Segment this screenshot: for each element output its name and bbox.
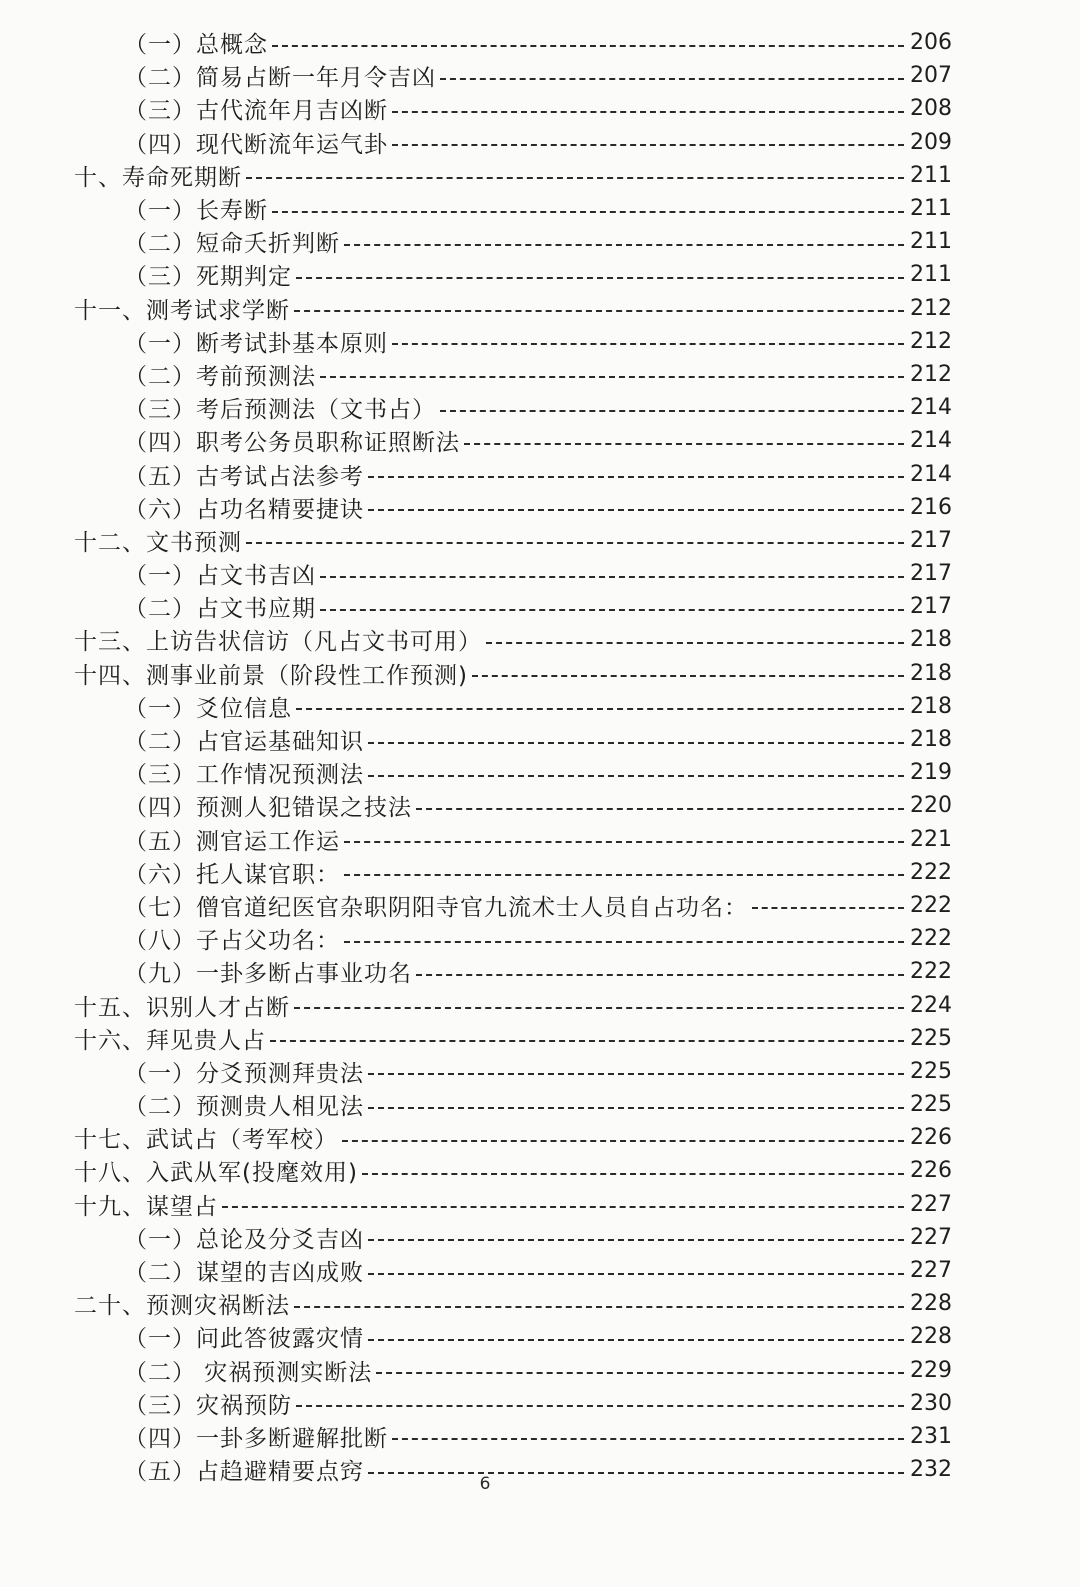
- toc-entry-page: 226: [910, 1158, 952, 1184]
- toc-dotted-leader: [368, 775, 904, 777]
- toc-section-entry: [0, 823, 1080, 856]
- toc-entry-title: （一）爻位信息: [124, 695, 292, 722]
- toc-dotted-leader: [294, 1007, 904, 1009]
- toc-dotted-leader: [464, 443, 904, 445]
- toc-entry-title: （三）考后预测法（文书占）: [124, 397, 436, 424]
- toc-entry-title: （一）长寿断: [124, 198, 268, 225]
- toc-dotted-leader: [368, 1273, 904, 1275]
- toc-entry-title: （一）总概念: [124, 32, 268, 59]
- toc-entry-title: （二）考前预测法: [124, 363, 316, 390]
- toc-entry-page: 232: [910, 1457, 952, 1483]
- toc-dotted-leader: [246, 177, 904, 179]
- toc-section-entry: [0, 424, 1080, 457]
- toc-entry-page: 221: [910, 826, 952, 852]
- toc-entry-title: 十一、测考试求学断: [74, 297, 290, 324]
- toc-entry-title: 十九、谋望占: [74, 1193, 218, 1220]
- toc-entry-page: 216: [910, 494, 952, 520]
- toc-section-entry: [0, 258, 1080, 291]
- toc-entry-page: 225: [910, 1058, 952, 1084]
- toc-entry-title: （四）一卦多断避解批断: [124, 1425, 388, 1452]
- toc-section-entry: [0, 1088, 1080, 1121]
- toc-chapter-entry: [0, 657, 1080, 690]
- toc-entry-title: （六）占功名精要捷诀: [124, 496, 364, 523]
- toc-entry-title: （二）谋望的吉凶成败: [124, 1260, 364, 1287]
- toc-entry-page: 218: [910, 660, 952, 686]
- toc-dotted-leader: [294, 310, 904, 312]
- toc-entry-title: （二）预测贵人相见法: [124, 1094, 364, 1121]
- toc-dotted-leader: [368, 509, 904, 511]
- toc-dotted-leader: [440, 78, 904, 80]
- toc-entry-page: 230: [910, 1390, 952, 1416]
- toc-entry-title: （四）预测人犯错误之技法: [124, 795, 412, 822]
- toc-entry-page: 207: [910, 63, 952, 89]
- toc-entry-page: 211: [910, 229, 952, 255]
- toc-entry-title: （六）托人谋官职：: [124, 861, 340, 888]
- toc-entry-title: （八）子占父功名：: [124, 928, 340, 955]
- toc-entry-title: （一）占文书吉凶: [124, 563, 316, 590]
- toc-entry-page: 217: [910, 561, 952, 587]
- toc-dotted-leader: [376, 1372, 904, 1374]
- toc-chapter-entry: [0, 292, 1080, 325]
- toc-section-entry: [0, 457, 1080, 490]
- toc-chapter-entry: [0, 1121, 1080, 1154]
- toc-entry-page: 212: [910, 328, 952, 354]
- toc-dotted-leader: [472, 675, 904, 677]
- toc-entry-title: （九）一卦多断占事业功名: [124, 961, 412, 988]
- toc-section-entry: [0, 756, 1080, 789]
- toc-dotted-leader: [344, 941, 904, 943]
- toc-dotted-leader: [392, 343, 904, 345]
- toc-entry-title: （五）古考试占法参考: [124, 463, 364, 490]
- toc-entry-title: （一）断考试卦基本原则: [124, 330, 388, 357]
- toc-entry-title: 十八、入武从军(投麾效用): [74, 1160, 358, 1187]
- toc-section-entry: [0, 391, 1080, 424]
- toc-entry-page: 226: [910, 1125, 952, 1151]
- toc-entry-page: 225: [910, 1025, 952, 1051]
- toc-entry-title: 十、寿命死期断: [74, 164, 242, 191]
- toc-dotted-leader: [416, 808, 904, 810]
- toc-entry-page: 217: [910, 527, 952, 553]
- toc-dotted-leader: [246, 542, 904, 544]
- toc-dotted-leader: [368, 742, 904, 744]
- toc-dotted-leader: [344, 244, 904, 246]
- toc-entry-page: 206: [910, 30, 952, 56]
- toc-entry-title: 十七、武试占（考军校）: [74, 1127, 338, 1154]
- toc-dotted-leader: [272, 45, 904, 47]
- toc-entry-page: 218: [910, 727, 952, 753]
- toc-section-entry: [0, 1387, 1080, 1420]
- toc-dotted-leader: [294, 1306, 904, 1308]
- toc-section-entry: [0, 1254, 1080, 1287]
- toc-dotted-leader: [320, 576, 904, 578]
- toc-chapter-entry: [0, 1154, 1080, 1187]
- toc-entry-page: 227: [910, 1258, 952, 1284]
- page-number: 6: [479, 1474, 491, 1494]
- toc-entry-title: 十四、测事业前景（阶段性工作预测): [74, 662, 468, 689]
- toc-section-entry: [0, 1420, 1080, 1453]
- toc-section-entry: [0, 491, 1080, 524]
- toc-dotted-leader: [752, 907, 904, 909]
- toc-section-entry: [0, 1354, 1080, 1387]
- toc-entry-page: 211: [910, 162, 952, 188]
- toc-section-entry: [0, 889, 1080, 922]
- toc-entry-title: （三）古代流年月吉凶断: [124, 98, 388, 125]
- toc-entry-title: 十五、识别人才占断: [74, 994, 290, 1021]
- toc-entry-page: 220: [910, 793, 952, 819]
- toc-section-entry: [0, 358, 1080, 391]
- toc-entry-page: 224: [910, 992, 952, 1018]
- toc-dotted-leader: [368, 1339, 904, 1341]
- toc-dotted-leader: [342, 1140, 904, 1142]
- toc-section-entry: [0, 1055, 1080, 1088]
- toc-section-entry: [0, 789, 1080, 822]
- toc-dotted-leader: [392, 144, 904, 146]
- toc-entry-page: 227: [910, 1191, 952, 1217]
- toc-entry-title: 十二、文书预测: [74, 529, 242, 556]
- toc-section-entry: [0, 325, 1080, 358]
- toc-entry-page: 228: [910, 1324, 952, 1350]
- toc-dotted-leader: [270, 1040, 904, 1042]
- toc-entry-page: 214: [910, 461, 952, 487]
- toc-dotted-leader: [368, 1073, 904, 1075]
- toc-section-entry: [0, 590, 1080, 623]
- toc-entry-title: 二十、预测灾祸断法: [74, 1293, 290, 1320]
- toc-section-entry: [0, 723, 1080, 756]
- toc-entry-page: 222: [910, 892, 952, 918]
- toc-chapter-entry: [0, 623, 1080, 656]
- toc-entry-page: 228: [910, 1291, 952, 1317]
- toc-entry-title: （三）死期判定: [124, 264, 292, 291]
- toc-entry-title: （四）职考公务员职称证照断法: [124, 430, 460, 457]
- toc-entry-title: （五）测官运工作运: [124, 828, 340, 855]
- toc-entry-title: （三）灾祸预防: [124, 1392, 292, 1419]
- toc-entry-page: 218: [910, 627, 952, 653]
- toc-dotted-leader: [344, 841, 904, 843]
- toc-entry-title: （一）问此答彼露灾情: [124, 1326, 364, 1353]
- toc-entry-page: 217: [910, 594, 952, 620]
- toc-entry-page: 211: [910, 196, 952, 222]
- table-of-contents: [0, 26, 1080, 1486]
- toc-section-entry: [0, 192, 1080, 225]
- toc-section-entry: [0, 225, 1080, 258]
- toc-section-entry: [0, 1221, 1080, 1254]
- toc-dotted-leader: [392, 111, 904, 113]
- toc-dotted-leader: [392, 1438, 904, 1440]
- toc-section-entry: [0, 922, 1080, 955]
- toc-dotted-leader: [272, 211, 904, 213]
- toc-section-entry: [0, 92, 1080, 125]
- toc-dotted-leader: [320, 609, 904, 611]
- toc-section-entry: [0, 955, 1080, 988]
- toc-entry-page: 222: [910, 959, 952, 985]
- toc-entry-title: （一）分爻预测拜贵法: [124, 1060, 364, 1087]
- toc-entry-title: （五）占趋避精要点窍: [124, 1459, 364, 1486]
- toc-entry-page: 222: [910, 859, 952, 885]
- toc-dotted-leader: [362, 1173, 904, 1175]
- toc-entry-page: 227: [910, 1224, 952, 1250]
- toc-entry-title: （二）短命夭折判断: [124, 231, 340, 258]
- toc-entry-page: 208: [910, 96, 952, 122]
- toc-entry-page: 212: [910, 295, 952, 321]
- toc-chapter-entry: [0, 159, 1080, 192]
- toc-section-entry: [0, 126, 1080, 159]
- toc-entry-page: 211: [910, 262, 952, 288]
- toc-chapter-entry: [0, 1287, 1080, 1320]
- toc-dotted-leader: [368, 1239, 904, 1241]
- toc-entry-title: （四）现代断流年运气卦: [124, 131, 388, 158]
- toc-entry-page: 219: [910, 760, 952, 786]
- toc-entry-page: 225: [910, 1092, 952, 1118]
- toc-dotted-leader: [296, 1405, 904, 1407]
- toc-entry-page: 218: [910, 693, 952, 719]
- toc-entry-title: （二）占文书应期: [124, 596, 316, 623]
- toc-dotted-leader: [416, 974, 904, 976]
- toc-entry-title: （二）简易占断一年月令吉凶: [124, 65, 436, 92]
- toc-entry-title: （一）总论及分爻吉凶: [124, 1226, 364, 1253]
- toc-entry-page: 214: [910, 428, 952, 454]
- toc-section-entry: [0, 856, 1080, 889]
- toc-dotted-leader: [368, 1107, 904, 1109]
- toc-entry-page: 222: [910, 926, 952, 952]
- toc-entry-title: 十六、拜见贵人占: [74, 1027, 266, 1054]
- toc-section-entry: [0, 59, 1080, 92]
- toc-entry-page: 209: [910, 129, 952, 155]
- toc-entry-page: 229: [910, 1357, 952, 1383]
- toc-dotted-leader: [440, 410, 904, 412]
- toc-dotted-leader: [296, 708, 904, 710]
- toc-entry-page: 212: [910, 361, 952, 387]
- toc-section-entry: [0, 690, 1080, 723]
- toc-dotted-leader: [368, 476, 904, 478]
- toc-chapter-entry: [0, 1022, 1080, 1055]
- toc-entry-page: 231: [910, 1423, 952, 1449]
- toc-dotted-leader: [320, 376, 904, 378]
- toc-entry-page: 214: [910, 395, 952, 421]
- toc-section-entry: [0, 26, 1080, 59]
- toc-entry-title: 十三、上访告状信访（凡占文书可用）: [74, 629, 482, 656]
- toc-entry-title: （二） 灾祸预测实断法: [124, 1359, 373, 1386]
- toc-dotted-leader: [486, 642, 904, 644]
- toc-dotted-leader: [296, 277, 904, 279]
- toc-dotted-leader: [344, 874, 904, 876]
- toc-entry-title: （二）占官运基础知识: [124, 729, 364, 756]
- toc-entry-title: （七）僧官道纪医官杂职阴阳寺官九流术士人员自占功名：: [124, 894, 748, 921]
- toc-chapter-entry: [0, 1188, 1080, 1221]
- toc-entry-title: （三）工作情况预测法: [124, 762, 364, 789]
- toc-chapter-entry: [0, 524, 1080, 557]
- toc-chapter-entry: [0, 988, 1080, 1021]
- toc-section-entry: [0, 557, 1080, 590]
- toc-section-entry: [0, 1320, 1080, 1353]
- toc-dotted-leader: [222, 1206, 904, 1208]
